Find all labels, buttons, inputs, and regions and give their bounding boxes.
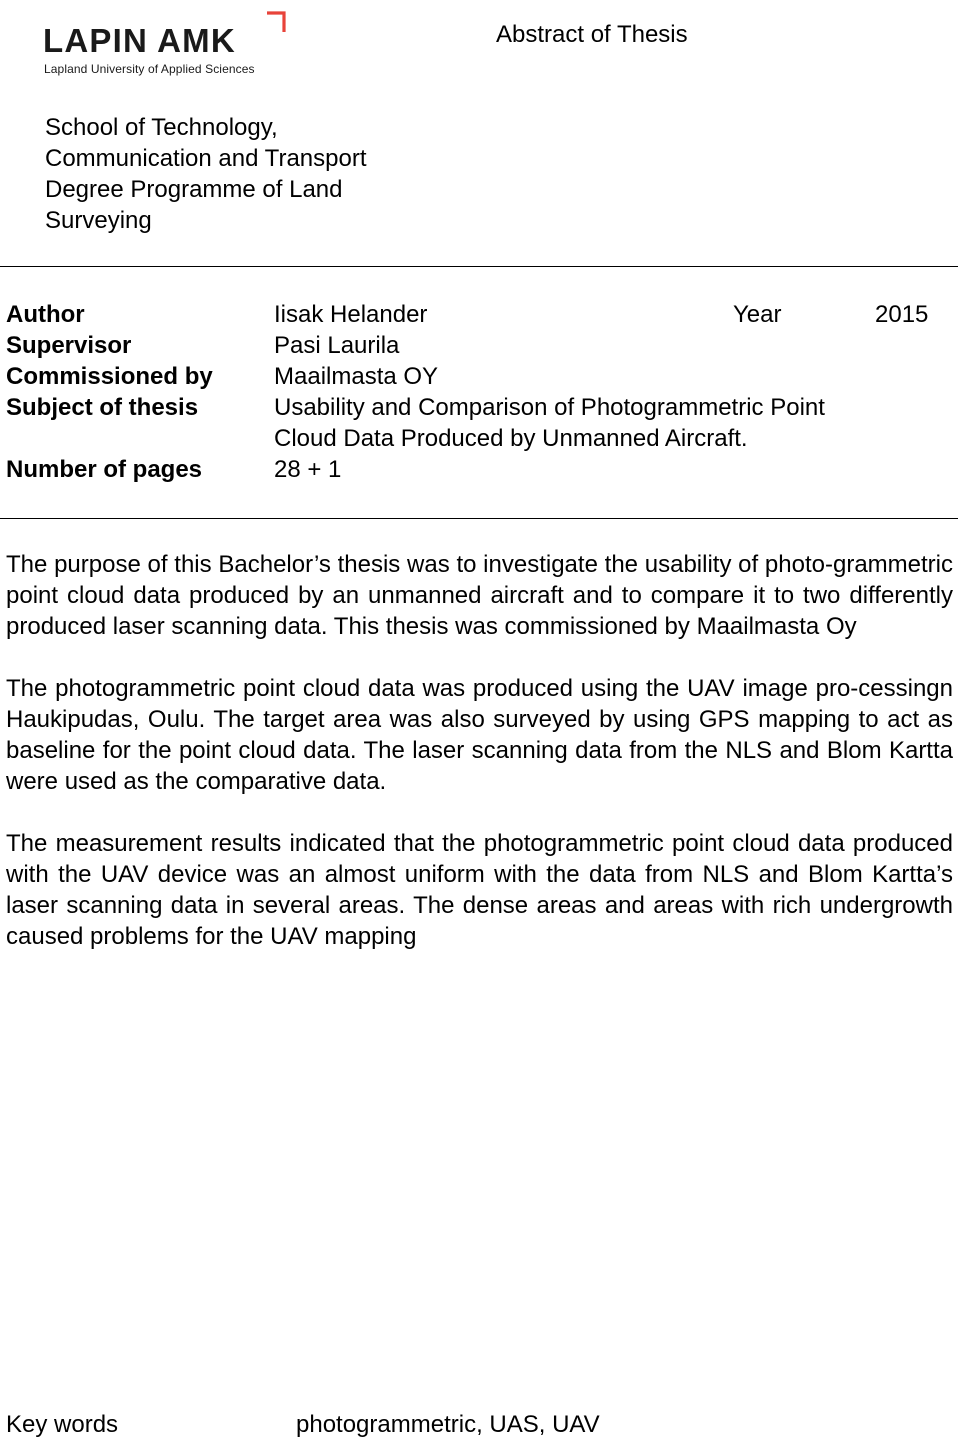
logo-subtitle: Lapland University of Applied Sciences	[44, 62, 255, 76]
year-value: 2015	[875, 301, 929, 328]
author-row	[6, 299, 946, 330]
pages-value: 28 + 1	[274, 456, 342, 483]
divider-top	[0, 266, 958, 267]
keywords-label: Key words	[6, 1411, 119, 1438]
school-line: School of Technology,	[45, 114, 278, 141]
commissioned-value: Maailmasta OY	[274, 363, 439, 390]
supervisor-value: Pasi Laurila	[274, 332, 400, 359]
logo-wordmark: LAPIN AMK	[43, 22, 236, 59]
thesis-metadata	[6, 299, 946, 485]
keywords-value: photogrammetric, UAS, UAV	[296, 1411, 600, 1438]
year-label: Year	[733, 301, 782, 328]
abstract-paragraph: The purpose of this Bachelor’s thesis was to investigate the usability of photo-grammetric point cloud data produced by an unmanned aircraft and to compare it to two differently produced laser scanning data. This thesis was commissioned by Maailmasta Oy	[6, 551, 953, 640]
document-type-title: Abstract of Thesis	[496, 21, 688, 48]
abstract-body	[6, 549, 953, 983]
school-block	[45, 112, 367, 236]
subject-line-2: Cloud Data Produced by Unmanned Aircraft.	[274, 425, 748, 452]
supervisor-label: Supervisor	[6, 332, 132, 359]
divider-bottom	[0, 518, 958, 519]
pages-label: Number of pages	[6, 456, 203, 483]
lapin-amk-logo	[43, 10, 293, 80]
subject-row	[6, 392, 946, 454]
author-value: Iisak Helander	[274, 301, 428, 328]
logo-corner-mark-icon	[261, 10, 287, 34]
subject-label: Subject of thesis	[6, 394, 199, 421]
pages-row	[6, 454, 946, 485]
commissioned-label: Commissioned by	[6, 363, 213, 390]
abstract-paragraph: The photogrammetric point cloud data was produced using the UAV image pro-cessingn Haukipudas, Oulu. The target area was also surveyed by using GPS mapping to act as baseline for the point cloud data. The laser scanning data from the NLS and Blom Kartta were used as the comparative data.	[6, 675, 953, 795]
school-line: Surveying	[45, 207, 152, 234]
subject-line-1: Usability and Comparison of Photogrammetric Point	[274, 394, 825, 421]
school-line: Communication and Transport	[45, 145, 367, 172]
commissioned-row	[6, 361, 946, 392]
supervisor-row	[6, 330, 946, 361]
author-label: Author	[6, 301, 85, 328]
school-line: Degree Programme of Land	[45, 176, 343, 203]
abstract-paragraph: The measurement results indicated that the photogrammetric point cloud data produced with the UAV device was an almost uniform with the data from NLS and Blom Kartta’s laser scanning data in several areas. The dense areas and areas with rich undergrowth caused problems for the UAV mapping	[6, 830, 953, 950]
subject-value	[274, 392, 825, 454]
